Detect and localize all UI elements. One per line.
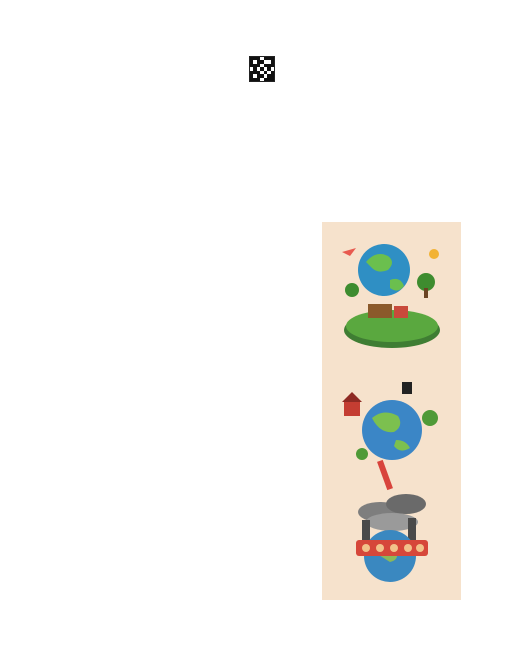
row-title — [66, 57, 275, 69]
illustrations — [322, 222, 461, 600]
illustration-panel — [322, 222, 461, 600]
globe-pollution-illustration — [356, 494, 428, 582]
table-of-contents — [50, 54, 275, 86]
globe-farm-illustration — [342, 382, 438, 490]
toc-row-last[interactable] — [50, 54, 275, 86]
qr-code-icon[interactable] — [249, 56, 275, 82]
globe-city-illustration — [342, 244, 440, 348]
